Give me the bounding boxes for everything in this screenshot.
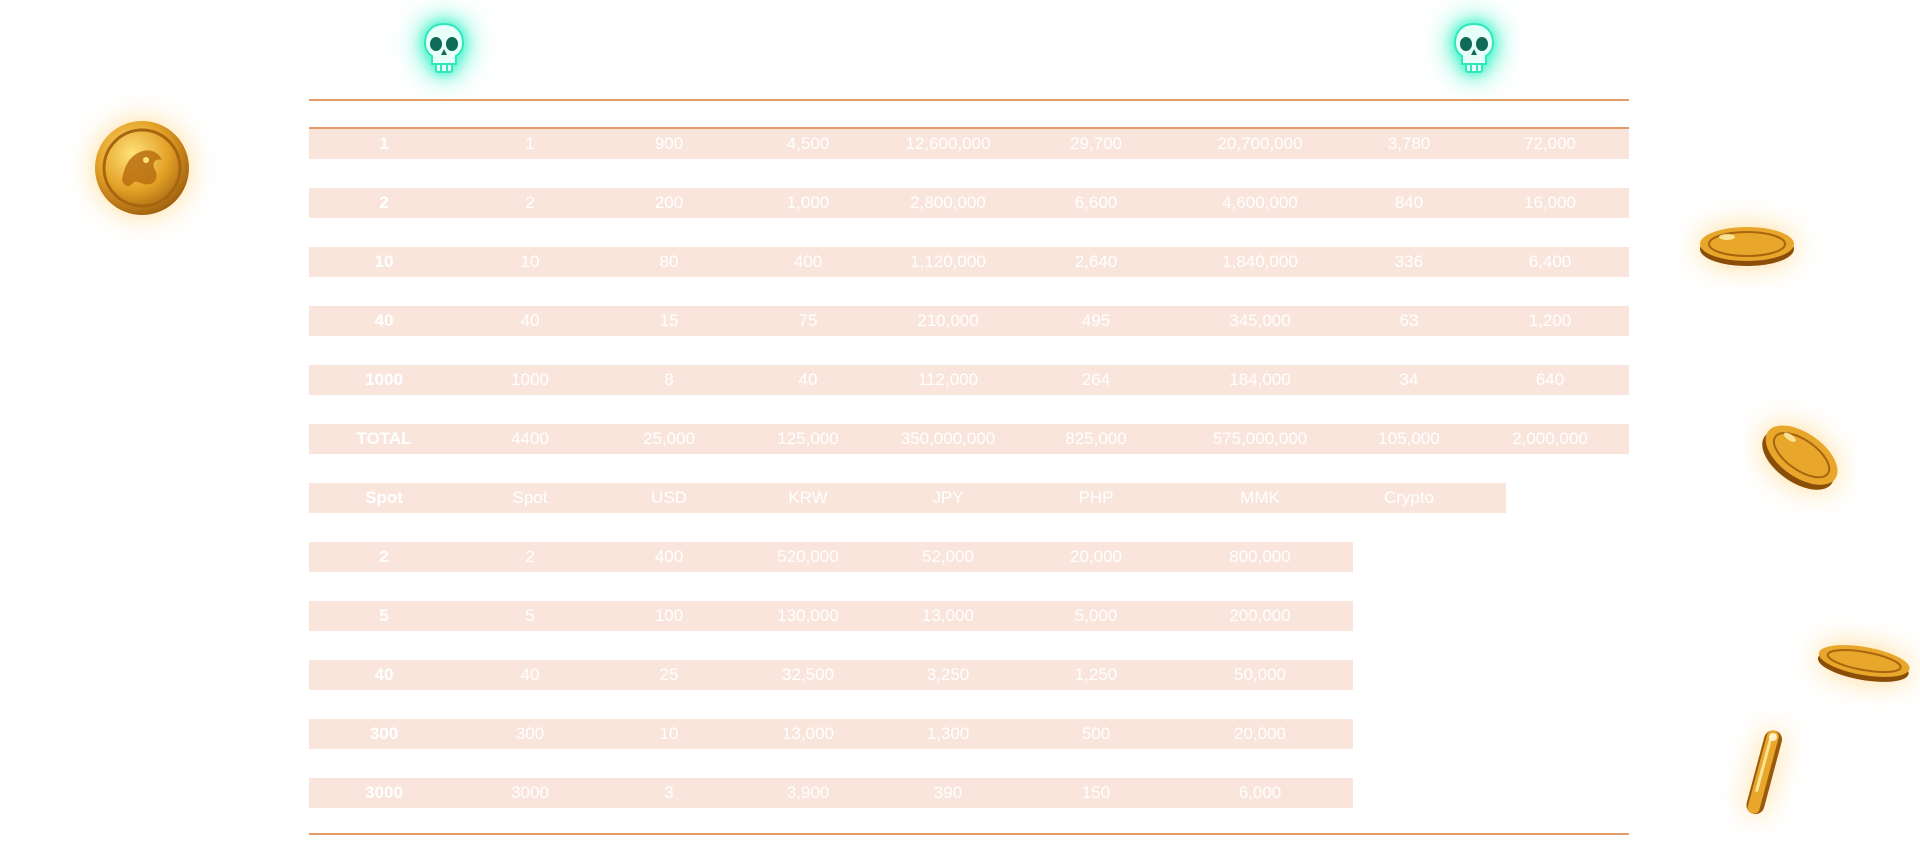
table-cell: Crypto [1383,488,1435,507]
table-cell: 100 [654,606,684,625]
table-cell: 40 [374,311,394,330]
table-cell: 495 [1081,311,1111,330]
table-cell: 400 [793,252,823,271]
table-cell: 63 [1399,311,1419,330]
table-cell: 20,700,000 [1217,134,1303,153]
table-cell: 6,600 [1074,193,1118,212]
table-cell: 5,000 [1074,606,1118,625]
table-cell: 40 [798,370,818,389]
table-cell: 1,300 [926,724,970,743]
table-cell: 32,500 [782,665,834,684]
gold-coin-icon [1814,637,1914,687]
table-row [309,601,1353,631]
table-header-row [309,483,1506,513]
table-cell: 5 [525,606,535,625]
table-cell: 1,000 [786,193,830,212]
table-cell: 1 [525,134,535,153]
table-row [309,424,1629,454]
table-cell: 6,400 [1528,252,1572,271]
table-cell: 1000 [511,370,549,389]
table-cell: 800,000 [1229,547,1291,566]
gold-coin-icon [1757,415,1845,497]
table-cell: 3,780 [1387,134,1431,153]
table-cell: PHP [1078,488,1114,507]
table-cell: 34 [1399,370,1419,389]
table-cell: 184,000 [1229,370,1291,389]
table-cell: 1,120,000 [910,252,986,271]
table-cell: 2,640 [1074,252,1118,271]
table-cell: 72,000 [1524,134,1576,153]
table-cell: 400 [654,547,684,566]
table-cell: 10 [520,252,540,271]
table-cell: 12,600,000 [905,134,991,153]
gold-coin-icon [1697,223,1797,269]
table-cell: 3,900 [786,783,830,802]
table-cell: 105,000 [1378,429,1440,448]
table-cell: 6,000 [1238,783,1282,802]
table-row [309,778,1353,808]
skull-icon [1451,22,1497,74]
table-cell: 125,000 [777,429,839,448]
table-cell: 52,000 [922,547,974,566]
table-row [309,247,1629,277]
table-cell: 75 [798,311,818,330]
table-cell: 350,000,000 [900,429,996,448]
table-cell: 25,000 [643,429,695,448]
table-cell: 2,800,000 [910,193,986,212]
table-cell: 200 [654,193,684,212]
table-cell: 40 [520,665,540,684]
table-cell: 40 [520,311,540,330]
gold-coin-icon [92,118,192,218]
skull-icon [421,22,467,74]
table-cell: 300 [515,724,545,743]
table-cell: 4,600,000 [1222,193,1298,212]
gold-coin-icon [1733,723,1793,823]
table-row [309,306,1629,336]
table-cell: 13,000 [922,606,974,625]
table-row [309,188,1629,218]
table-cell: KRW [788,488,828,507]
table-cell: 900 [654,134,684,153]
table-cell: TOTAL [356,429,412,448]
table-cell: 2 [525,547,535,566]
table-cell: 1 [379,134,389,153]
table-cell: MMK [1240,488,1280,507]
table-row [309,365,1629,395]
table-cell: 500 [1081,724,1111,743]
table-cell: 4,500 [786,134,830,153]
table-cell: Spot [365,488,403,507]
table-cell: USD [651,488,687,507]
table-cell: 80 [659,252,679,271]
table-cell: 15 [659,311,679,330]
table-row [309,542,1353,572]
table-cell: 130,000 [777,606,839,625]
table-cell: 29,700 [1070,134,1122,153]
table-cell: 20,000 [1234,724,1286,743]
table-cell: 575,000,000 [1212,429,1308,448]
table-cell: 10 [659,724,679,743]
table-cell: 1000 [365,370,403,389]
table-cell: 25 [659,665,679,684]
table-cell: 1,200 [1528,311,1572,330]
table-cell: 520,000 [777,547,839,566]
table-cell: 2 [379,547,389,566]
table-cell: Spot [512,488,548,507]
table-cell: 300 [369,724,399,743]
table-cell: JPY [932,488,964,507]
table-cell: 13,000 [782,724,834,743]
table-cell: 840 [1394,193,1424,212]
table-cell: 336 [1394,252,1424,271]
table-cell: 2 [379,193,389,212]
table-cell: 345,000 [1229,311,1291,330]
table-cell: 3000 [365,783,403,802]
table-cell: 150 [1081,783,1111,802]
table-cell: 10 [374,252,394,271]
table-cell: 390 [933,783,963,802]
table-cell: 8 [664,370,674,389]
table-cell: 2,000,000 [1512,429,1588,448]
table-cell: 3 [664,783,674,802]
table-cell: 640 [1535,370,1565,389]
table-row [309,660,1353,690]
table-bottom-rule [309,833,1629,835]
table-row [309,129,1629,159]
table-cell: 1,250 [1074,665,1118,684]
table-cell: 264 [1081,370,1111,389]
table-row [309,719,1353,749]
table-cell: 2 [525,193,535,212]
table-cell: 16,000 [1524,193,1576,212]
table-cell: 50,000 [1234,665,1286,684]
table-cell: 5 [379,606,389,625]
table-cell: 210,000 [917,311,979,330]
table-cell: 825,000 [1065,429,1127,448]
table-cell: 4400 [511,429,549,448]
table-cell: 20,000 [1070,547,1122,566]
table-top-rule [309,99,1629,101]
table-cell: 200,000 [1229,606,1291,625]
table-cell: 3,250 [926,665,970,684]
table-cell: 1,840,000 [1222,252,1298,271]
table-cell: 3000 [511,783,549,802]
table-cell: 40 [374,665,394,684]
table-cell: 112,000 [917,370,979,389]
